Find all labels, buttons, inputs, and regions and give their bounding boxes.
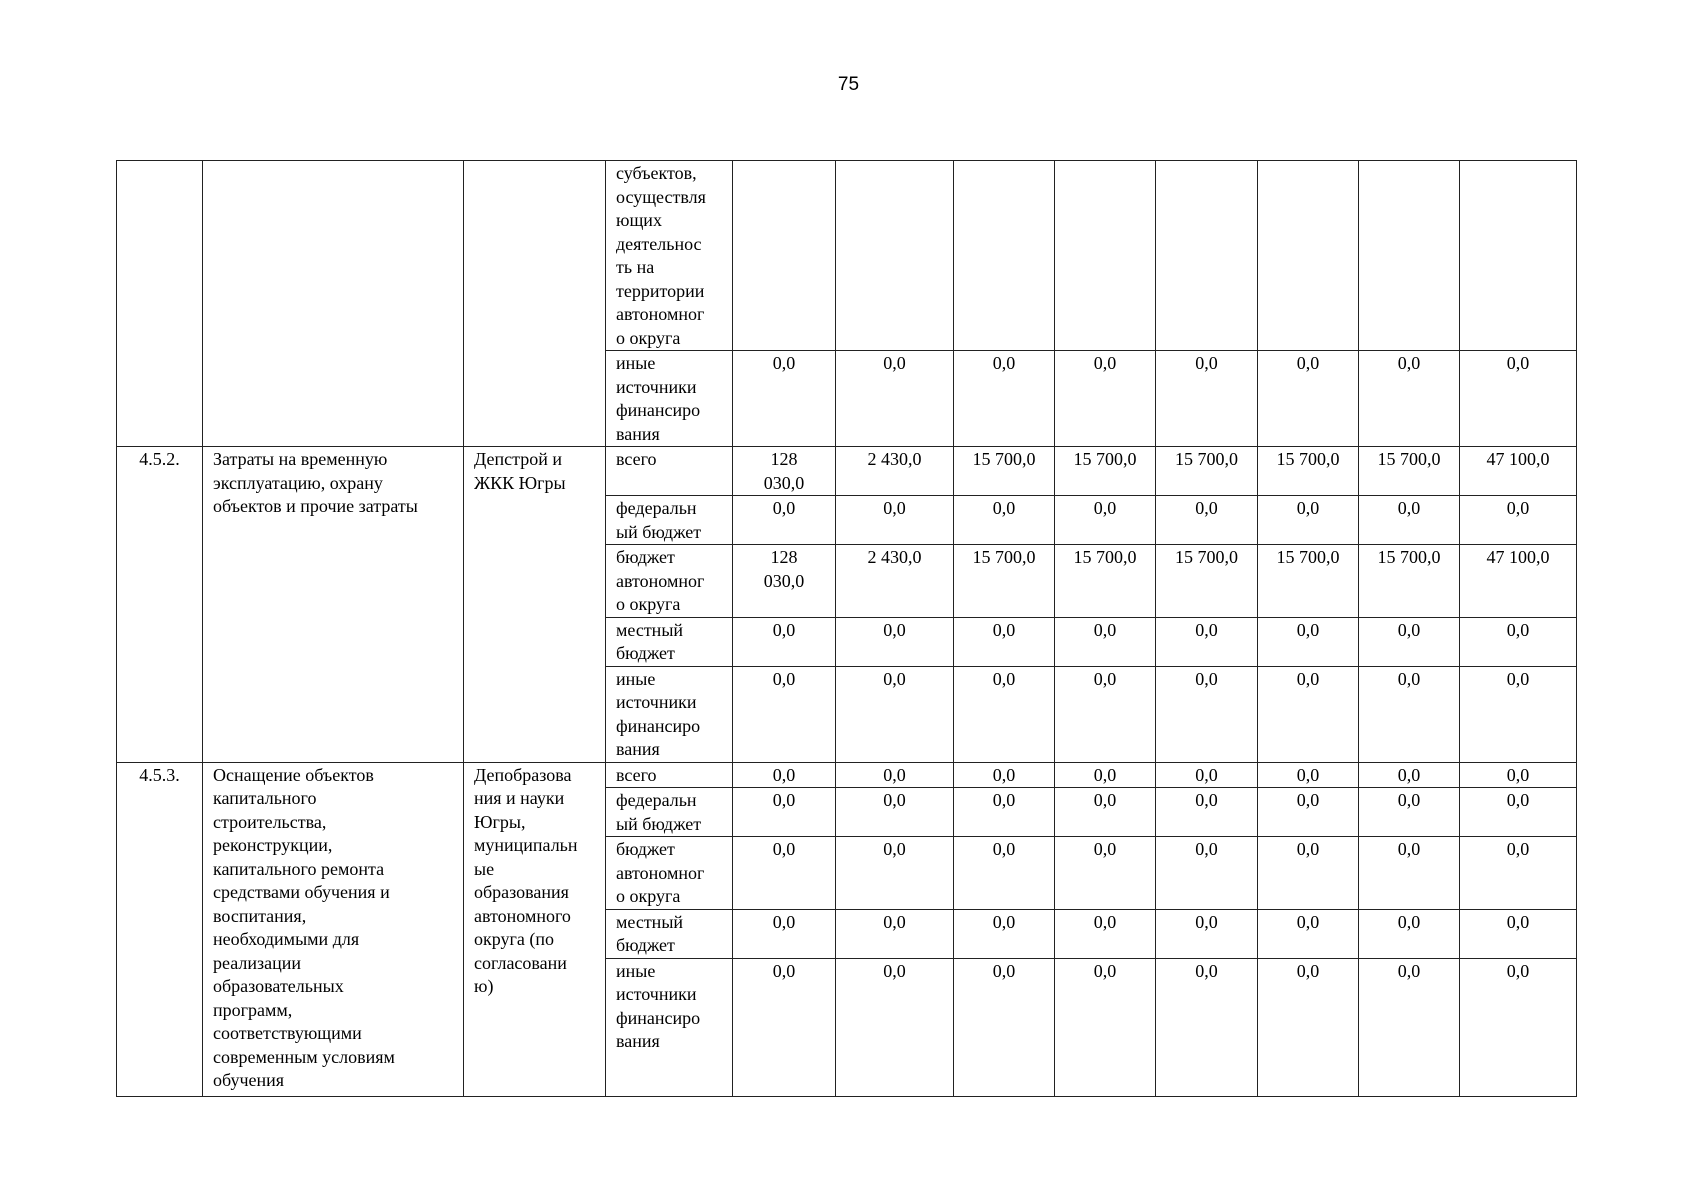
value-cell: 0,0 [1460, 788, 1577, 837]
source-cell: бюджет автономног о округа [606, 837, 733, 910]
value-cell: 0,0 [1055, 909, 1156, 958]
item-name: Оснащение объектов капитального строительства, реконструкции, капитального ремонта средствами обучения и воспитания, необходимыми для реализации образовательных программ, соответствующими современным условиям обучения [203, 762, 464, 1096]
value-cell: 15 700,0 [1055, 447, 1156, 496]
value-cell: 0,0 [1359, 958, 1460, 1096]
value-cell: 15 700,0 [1156, 447, 1258, 496]
value-cell: 0,0 [733, 666, 836, 762]
value-cell: 0,0 [1258, 666, 1359, 762]
value-cell: 0,0 [1156, 958, 1258, 1096]
value-cell: 0,0 [733, 788, 836, 837]
value-cell: 2 430,0 [836, 545, 954, 618]
value-cell: 0,0 [1258, 909, 1359, 958]
item-code: 4.5.2. [117, 447, 203, 763]
value-cell: 0,0 [733, 496, 836, 545]
value-cell: 0,0 [1258, 496, 1359, 545]
source-cell: иные источники финансиро вания [606, 666, 733, 762]
value-cell: 0,0 [1460, 496, 1577, 545]
value-cell: 47 100,0 [1460, 545, 1577, 618]
value-cell: 15 700,0 [1359, 447, 1460, 496]
value-cell: 0,0 [954, 909, 1055, 958]
value-cell: 0,0 [733, 837, 836, 910]
code-cell-empty [117, 161, 203, 447]
value-cell: 15 700,0 [1258, 545, 1359, 618]
name-cell-empty [203, 161, 464, 447]
table-row [117, 447, 1577, 496]
value-cell: 0,0 [1460, 351, 1577, 447]
value-cell: 0,0 [1359, 496, 1460, 545]
value-cell [1258, 161, 1359, 351]
value-cell: 15 700,0 [1359, 545, 1460, 618]
value-cell: 0,0 [1460, 958, 1577, 1096]
value-cell: 0,0 [1055, 666, 1156, 762]
value-cell: 0,0 [733, 909, 836, 958]
value-cell: 0,0 [1156, 762, 1258, 788]
value-cell: 0,0 [1156, 837, 1258, 910]
value-cell: 0,0 [1258, 617, 1359, 666]
value-cell [1460, 161, 1577, 351]
value-cell: 0,0 [1156, 617, 1258, 666]
value-cell [836, 161, 954, 351]
value-cell: 0,0 [836, 788, 954, 837]
value-cell: 0,0 [733, 351, 836, 447]
value-cell: 0,0 [1258, 837, 1359, 910]
executor-cell-empty [464, 161, 606, 447]
value-cell: 0,0 [1055, 837, 1156, 910]
value-cell: 15 700,0 [954, 545, 1055, 618]
value-cell: 0,0 [1359, 351, 1460, 447]
value-cell: 0,0 [1055, 762, 1156, 788]
value-cell: 0,0 [1460, 909, 1577, 958]
value-cell: 0,0 [1359, 788, 1460, 837]
value-cell: 15 700,0 [1258, 447, 1359, 496]
table-row [117, 762, 1577, 788]
source-cell: субъектов, осуществля ющих деятельнос ть на территории автономног о округа [606, 161, 733, 351]
source-cell: федеральн ый бюджет [606, 496, 733, 545]
source-cell: всего [606, 447, 733, 496]
value-cell: 0,0 [1460, 617, 1577, 666]
value-cell: 0,0 [1359, 666, 1460, 762]
value-cell: 0,0 [1055, 788, 1156, 837]
value-cell: 0,0 [1258, 958, 1359, 1096]
value-cell: 0,0 [1258, 788, 1359, 837]
value-cell: 0,0 [836, 496, 954, 545]
value-cell: 0,0 [1055, 958, 1156, 1096]
item-executor: Депобразова ния и науки Югры, муниципальн ые образования автономного округа (по согласовани ю) [464, 762, 606, 1096]
source-cell: всего [606, 762, 733, 788]
value-cell: 0,0 [836, 351, 954, 447]
item-executor: Депстрой и ЖКК Югры [464, 447, 606, 763]
value-cell: 0,0 [1156, 351, 1258, 447]
source-cell: иные источники финансиро вания [606, 351, 733, 447]
source-cell: федеральн ый бюджет [606, 788, 733, 837]
value-cell: 128 030,0 [733, 447, 836, 496]
value-cell: 0,0 [954, 788, 1055, 837]
value-cell: 0,0 [1156, 788, 1258, 837]
value-cell: 0,0 [836, 762, 954, 788]
value-cell [1359, 161, 1460, 351]
value-cell: 0,0 [954, 762, 1055, 788]
item-name: Затраты на временную эксплуатацию, охрану объектов и прочие затраты [203, 447, 464, 763]
value-cell: 0,0 [1156, 496, 1258, 545]
value-cell: 0,0 [1055, 496, 1156, 545]
value-cell: 0,0 [1156, 909, 1258, 958]
value-cell: 0,0 [836, 617, 954, 666]
value-cell: 0,0 [733, 762, 836, 788]
value-cell: 0,0 [1156, 666, 1258, 762]
value-cell: 0,0 [954, 617, 1055, 666]
value-cell: 2 430,0 [836, 447, 954, 496]
value-cell: 0,0 [1258, 762, 1359, 788]
value-cell: 0,0 [733, 617, 836, 666]
value-cell [733, 161, 836, 351]
value-cell: 15 700,0 [1156, 545, 1258, 618]
value-cell: 0,0 [836, 666, 954, 762]
value-cell: 15 700,0 [954, 447, 1055, 496]
item-code: 4.5.3. [117, 762, 203, 1096]
value-cell: 128 030,0 [733, 545, 836, 618]
source-cell: иные источники финансиро вания [606, 958, 733, 1096]
value-cell: 0,0 [836, 837, 954, 910]
source-cell: местный бюджет [606, 617, 733, 666]
value-cell: 0,0 [1460, 666, 1577, 762]
source-cell: бюджет автономног о округа [606, 545, 733, 618]
value-cell: 47 100,0 [1460, 447, 1577, 496]
value-cell [1156, 161, 1258, 351]
financing-table-container [116, 160, 1576, 1090]
value-cell: 0,0 [1359, 909, 1460, 958]
value-cell: 0,0 [954, 666, 1055, 762]
value-cell: 0,0 [1258, 351, 1359, 447]
value-cell: 0,0 [1359, 837, 1460, 910]
financing-table [116, 160, 1577, 1097]
value-cell: 0,0 [836, 909, 954, 958]
value-cell: 0,0 [1359, 762, 1460, 788]
value-cell [1055, 161, 1156, 351]
value-cell [954, 161, 1055, 351]
value-cell: 0,0 [1460, 762, 1577, 788]
source-cell: местный бюджет [606, 909, 733, 958]
value-cell: 0,0 [1055, 351, 1156, 447]
value-cell: 0,0 [1359, 617, 1460, 666]
value-cell: 0,0 [836, 958, 954, 1096]
value-cell: 0,0 [733, 958, 836, 1096]
value-cell: 0,0 [954, 837, 1055, 910]
value-cell: 0,0 [954, 958, 1055, 1096]
table-row [117, 161, 1577, 351]
value-cell: 15 700,0 [1055, 545, 1156, 618]
value-cell: 0,0 [1460, 837, 1577, 910]
value-cell: 0,0 [1055, 617, 1156, 666]
value-cell: 0,0 [954, 496, 1055, 545]
value-cell: 0,0 [954, 351, 1055, 447]
page-number: 75 [837, 74, 860, 95]
